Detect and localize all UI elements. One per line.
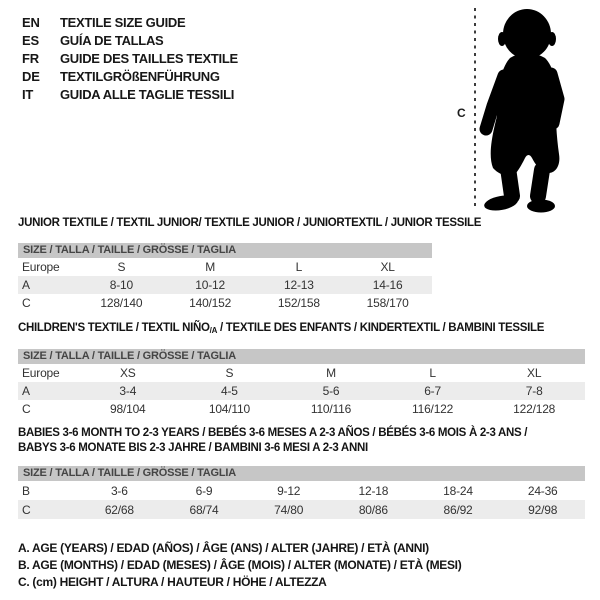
row-label: C — [22, 402, 31, 416]
junior-size-table — [18, 243, 432, 312]
row-label: A — [22, 278, 30, 292]
row-label: B — [22, 483, 30, 498]
age-cell: 5-6 — [322, 384, 340, 398]
row-label: C — [22, 296, 31, 310]
height-cell: 158/170 — [366, 296, 409, 310]
size-cell: XL — [380, 260, 395, 274]
children-table-title — [18, 322, 544, 335]
language-title: TEXTILGRÖßENFÜHRUNG — [60, 68, 220, 84]
babies-size-table — [18, 466, 585, 519]
legend-line-b: B. AGE (MONTHS) / EDAD (MESES) / ÂGE (MOIS) / ALTER (MONATE) / ETÀ (MESI) — [18, 558, 462, 572]
size-cell: XS — [119, 366, 136, 380]
language-code: EN — [22, 14, 40, 30]
age-cell: 14-16 — [372, 278, 403, 292]
table-row-height — [18, 500, 585, 519]
height-cell: 68/74 — [189, 502, 219, 517]
language-row-fr — [22, 49, 238, 67]
size-cell: XL — [527, 366, 542, 380]
legend — [18, 540, 461, 591]
children-title-sub: /A — [209, 326, 218, 335]
size-cell: M — [205, 260, 216, 274]
language-title: GUIDE DES TAILLES TEXTILE — [60, 50, 238, 66]
row-label: Europe — [22, 260, 60, 274]
language-code: ES — [22, 32, 39, 48]
row-label: C — [22, 502, 31, 517]
table-row-height — [18, 294, 432, 312]
row-label: Europe — [22, 366, 60, 380]
height-cell: 74/80 — [274, 502, 304, 517]
legend-line-c: C. (cm) HEIGHT / ALTURA / HAUTEUR / HÖHE / ALTEZZA — [18, 575, 327, 589]
children-title-pre: CHILDREN'S TEXTILE / TEXTIL NIÑO — [18, 322, 210, 334]
height-cell: 152/158 — [277, 296, 320, 310]
size-cell: M — [326, 366, 336, 380]
height-cell: 86/92 — [443, 502, 473, 517]
table-row-months — [18, 481, 585, 500]
height-cell: 98/104 — [110, 402, 146, 416]
height-cell: 104/110 — [208, 402, 250, 416]
age-cell: 3-4 — [119, 384, 137, 398]
toddler-silhouette-figure — [455, 2, 600, 214]
language-row-de — [22, 67, 238, 85]
months-cell: 3-6 — [110, 483, 128, 498]
height-cell: 110/116 — [310, 402, 352, 416]
months-cell: 6-9 — [195, 483, 213, 498]
language-title: GUÍA DE TALLAS — [60, 32, 164, 48]
children-title-post: / TEXTILE DES ENFANTS / KINDERTEXTIL / BAMBINI TESSILE — [217, 322, 545, 334]
children-size-table — [18, 349, 585, 418]
height-cell: 92/98 — [528, 502, 558, 517]
age-cell: 10-12 — [195, 278, 225, 292]
size-header-band: SIZE / TALLA / TAILLE / GRÖSSE / TAGLIA — [18, 466, 585, 481]
height-cell: 128/140 — [100, 296, 143, 310]
height-cell: 140/152 — [189, 296, 232, 310]
size-cell: L — [429, 366, 436, 380]
age-cell: 7-8 — [525, 384, 543, 398]
size-cell: S — [225, 366, 234, 380]
age-cell: 8-10 — [109, 278, 133, 292]
size-header-band: SIZE / TALLA / TAILLE / GRÖSSE / TAGLIA — [18, 243, 432, 258]
months-cell: 12-18 — [358, 483, 389, 498]
height-cell: 122/128 — [513, 402, 556, 416]
months-cell: 18-24 — [443, 483, 473, 498]
language-code: IT — [22, 86, 34, 102]
language-row-es — [22, 31, 238, 49]
age-cell: 12-13 — [284, 278, 314, 292]
height-cell: 116/122 — [412, 402, 454, 416]
row-label: A — [22, 384, 30, 398]
table-row-age — [18, 382, 585, 400]
language-code: FR — [22, 50, 39, 66]
language-row-it — [22, 85, 238, 103]
legend-line-a: A. AGE (YEARS) / EDAD (AÑOS) / ÂGE (ANS) / ALTER (JAHRE) / ETÀ (ANNI) — [18, 541, 429, 555]
age-cell: 6-7 — [424, 384, 441, 398]
babies-table-title-line2: BABYS 3-6 MONATE BIS 2-3 JAHRE / BAMBINI 3-6 MESI A 2-3 ANNI — [18, 442, 368, 454]
months-cell: 9-12 — [277, 483, 301, 498]
language-title: GUIDA ALLE TAGLIE TESSILI — [60, 86, 235, 102]
height-measure-label: C — [457, 106, 466, 120]
babies-table-title-line1: BABIES 3-6 MONTH TO 2-3 YEARS / BEBÉS 3-6 MESES A 2-3 AÑOS / BÉBÉS 3-6 MOIS À 2-3 ANS / — [18, 427, 528, 439]
height-cell: 80/86 — [358, 502, 388, 517]
table-row-europe — [18, 258, 432, 276]
size-cell: S — [117, 260, 126, 274]
size-cell: L — [295, 260, 303, 274]
table-row-age — [18, 276, 432, 294]
months-cell: 24-36 — [527, 483, 558, 498]
language-list — [22, 13, 238, 103]
table-row-europe — [18, 364, 585, 382]
height-cell: 62/68 — [104, 502, 134, 517]
size-header-band: SIZE / TALLA / TAILLE / GRÖSSE / TAGLIA — [18, 349, 585, 364]
age-cell: 4-5 — [221, 384, 238, 398]
language-code: DE — [22, 68, 40, 84]
table-row-height — [18, 400, 585, 418]
language-title: TEXTILE SIZE GUIDE — [60, 14, 186, 30]
toddler-silhouette-icon — [483, 9, 559, 213]
language-row-en — [22, 13, 238, 31]
junior-table-title: JUNIOR TEXTILE / TEXTIL JUNIOR/ TEXTILE JUNIOR / JUNIORTEXTIL / JUNIOR TESSILE — [18, 217, 482, 229]
